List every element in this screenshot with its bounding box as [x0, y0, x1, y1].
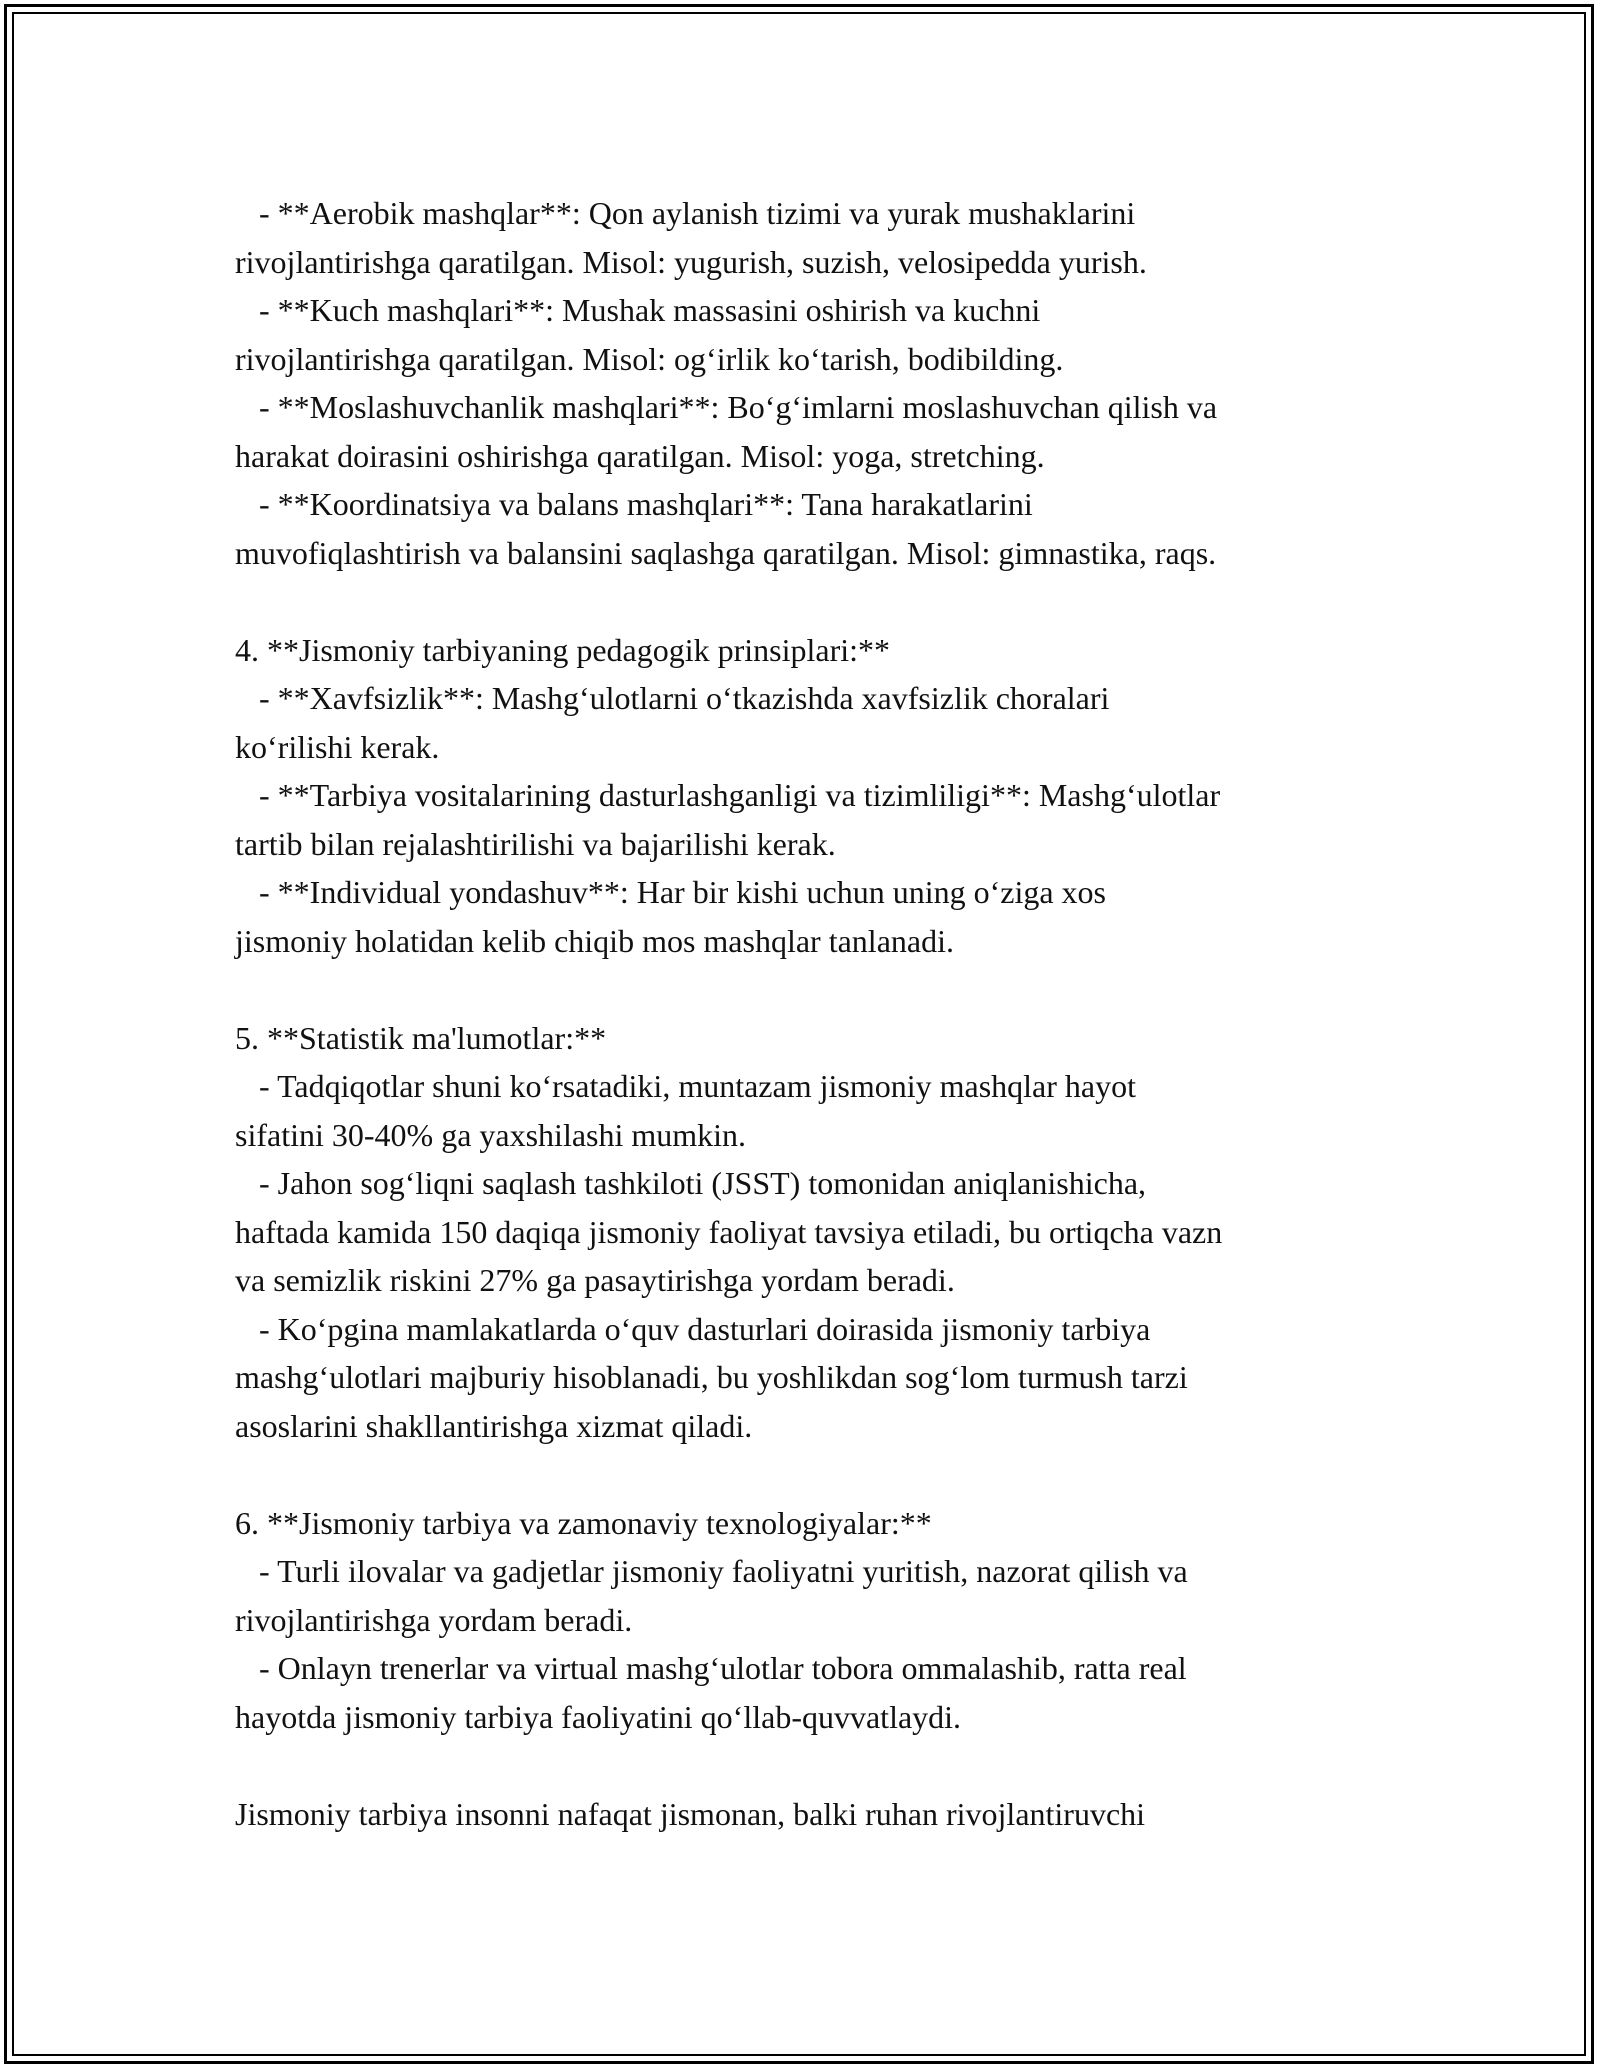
text-line: hayotda jismoniy tarbiya faoliyatini qo‘llab-quvvatlaydi.: [235, 1698, 962, 1735]
text-line: - **Aerobik mashqlar**: Qon aylanish tizimi va yurak mushaklarini: [235, 195, 1136, 231]
text-line: muvofiqlashtirish va balansini saqlashga qaratilgan. Misol: gimnastika, raqs.: [235, 534, 1217, 571]
document-body: [235, 189, 1385, 1838]
text-line: - **Moslashuvchanlik mashqlari**: Bo‘g‘imlarni moslashuvchan qilish va: [235, 389, 1218, 425]
blank-line: [235, 1450, 1385, 1499]
text-line: - **Individual yondashuv**: Har bir kishi uchun uning o‘ziga xos: [235, 874, 1106, 910]
text-line: - **Xavfsizlik**: Mashg‘ulotlarni o‘tkazishda xavfsizlik choralari: [235, 680, 1110, 716]
section-heading: 6. **Jismoniy tarbiya va zamonaviy texnologiyalar:**: [235, 1504, 932, 1541]
section-heading: 4. **Jismoniy tarbiyaning pedagogik prinsiplari:**: [235, 631, 891, 668]
text-line: harakat doirasini oshirishga qaratilgan. Misol: yoga, stretching.: [235, 437, 1045, 474]
text-line: rivojlantirishga yordam beradi.: [235, 1601, 633, 1638]
text-line: - Onlayn trenerlar va virtual mashg‘ulotlar tobora ommalashib, ratta real: [235, 1650, 1187, 1686]
text-line: sifatini 30-40% ga yaxshilashi mumkin.: [235, 1116, 747, 1153]
text-line: tartib bilan rejalashtirilishi va bajarilishi kerak.: [235, 825, 836, 862]
text-line: mashg‘ulotlari majburiy hisoblanadi, bu yoshlikdan sog‘lom turmush tarzi: [235, 1359, 1188, 1395]
text-line: - **Koordinatsiya va balans mashqlari**: Tana harakatlarini: [235, 486, 1033, 522]
section-heading: 5. **Statistik ma'lumotlar:**: [235, 1019, 607, 1056]
text-line: - Ko‘pgina mamlakatlarda o‘quv dasturlari doirasida jismoniy tarbiya: [235, 1310, 1151, 1347]
text-line: - Jahon sog‘liqni saqlash tashkiloti (JSST) tomonidan aniqlanishicha,: [235, 1165, 1147, 1201]
text-line: - Turli ilovalar va gadjetlar jismoniy faoliyatni yuritish, nazorat qilish va: [235, 1553, 1188, 1589]
text-line: - Tadqiqotlar shuni ko‘rsatadiki, muntazam jismoniy mashqlar hayot: [235, 1068, 1136, 1104]
blank-line: [235, 965, 1385, 1014]
text-line: - **Tarbiya vositalarining dasturlashganligi va tizimliligi**: Mashg‘ulotlar: [235, 777, 1221, 813]
text-line: - **Kuch mashqlari**: Mushak massasini oshirish va kuchni: [235, 292, 1041, 328]
text-line: ko‘rilishi kerak.: [235, 728, 440, 765]
text-line: Jismoniy tarbiya insonni nafaqat jismonan, balki ruhan rivojlantiruvchi: [235, 1795, 1146, 1832]
blank-line: [235, 1741, 1385, 1790]
text-line: haftada kamida 150 daqiqa jismoniy faoliyat tavsiya etiladi, bu ortiqcha vazn: [235, 1213, 1223, 1250]
text-line: rivojlantirishga qaratilgan. Misol: yugurish, suzish, velosipedda yurish.: [235, 243, 1147, 280]
text-line: jismoniy holatidan kelib chiqib mos mashqlar tanlanadi.: [235, 922, 954, 959]
text-line: rivojlantirishga qaratilgan. Misol: og‘irlik ko‘tarish, bodibilding.: [235, 340, 1064, 377]
blank-line: [235, 577, 1385, 626]
text-line: asoslarini shakllantirishga xizmat qiladi.: [235, 1407, 753, 1444]
text-line: va semizlik riskini 27% ga pasaytirishga yordam beradi.: [235, 1262, 955, 1298]
